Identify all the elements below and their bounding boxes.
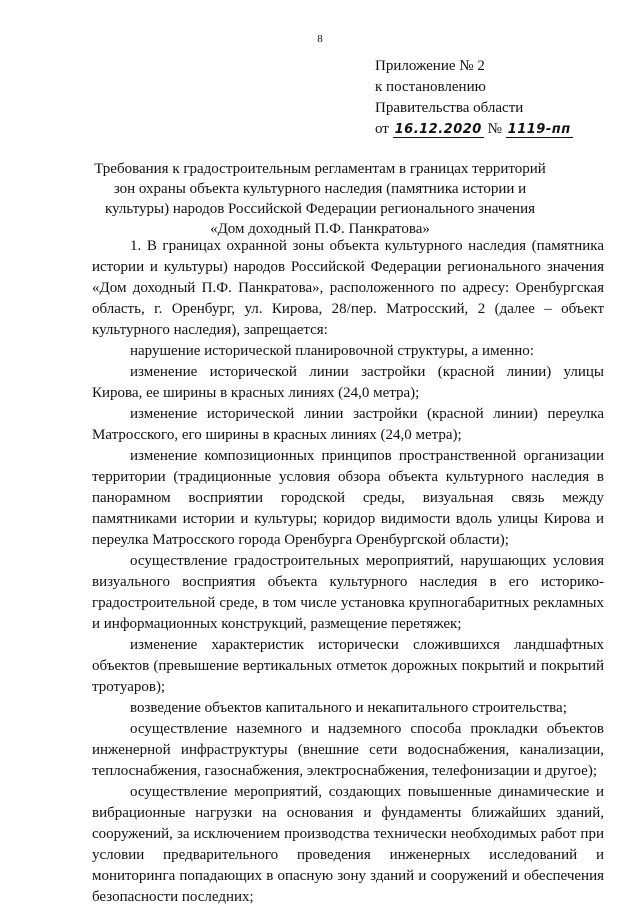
number-sign: № (487, 121, 502, 137)
from-label: от (375, 121, 389, 137)
handwritten-number: 1119-пп (507, 122, 571, 137)
paragraph: осуществление наземного и надземного способа прокладки объектов инженерной инфраструктуры (внешние сети водоснабжения, канализации, теплоснабжения, газоснабжения, электроснабжения, телефонизации и другое); (92, 721, 604, 779)
paragraph: осуществление градостроительных мероприятий, нарушающих условия визуального восприятия объекта культурного наследия в его историко-градостроительной среде, в том числе установка крупногабаритных рекламных и информационных конструкций, размещение перетяжек; (92, 553, 604, 632)
appendix-date-number-line (375, 119, 573, 140)
appendix-government-line: Правительства области (375, 100, 524, 116)
appendix-resolution-line: к постановлению (375, 79, 486, 95)
paragraph: возведение объектов капитального и некапитального строительства; (130, 700, 567, 716)
document-title: Требования к градостроительным регламентам в границах территорий зон охраны объекта культурного наследия (памятника истории и культуры) народов Российской Федерации регионального значения «Дом доходный П.Ф. Панкратова» (94, 161, 546, 237)
paragraph: изменение характеристик исторически сложившихся ландшафтных объектов (превышение вертикальных отметок дорожных покрытий и покрытий тротуаров); (92, 637, 604, 695)
document-body (92, 236, 604, 908)
paragraph: изменение исторической линии застройки (красной линии) улицы Кирова, ее ширины в красных линиях (24,0 метра); (92, 364, 604, 401)
appendix-block (375, 56, 573, 140)
paragraph: нарушение исторической планировочной структуры, а именно: (130, 343, 534, 359)
paragraph: 1. В границах охранной зоны объекта культурного наследия (памятника истории и культуры) народов Российской Федерации регионального значения «Дом доходный П.Ф. Панкратова», расположенного по адресу: Оренбургская область, г. Оренбург, ул. Кирова, 28/пер. Матросский, 2 (далее – объект культурного наследия), запрещается: (92, 238, 604, 338)
paragraph: изменение композиционных принципов пространственной организации территории (традиционные условия обзора объекта культурного наследия в панорамном восприятии городской среды, визуальная связь между памятниками истории и культуры; коридор видимости вдоль улицы Кирова и переулка Матросского города Оренбурга Оренбургской области); (92, 448, 604, 548)
page-number: 8 (317, 33, 323, 45)
handwritten-date: 16.12.2020 (394, 122, 482, 137)
paragraph: изменение исторической линии застройки (красной линии) переулка Матросского, его ширины в красных линиях (24,0 метра); (92, 406, 604, 443)
appendix-title: Приложение № 2 (375, 58, 485, 74)
paragraph: осуществление мероприятий, создающих повышенные динамические и вибрационные нагрузки на основания и фундаменты ближайших зданий, сооружений, за исключением производства технически необходимых работ при условии предварительного проведения инженерных исследований и мониторинга попадающих в опасную зону зданий и сооружений и обеспечения безопасности последних; (92, 784, 604, 905)
